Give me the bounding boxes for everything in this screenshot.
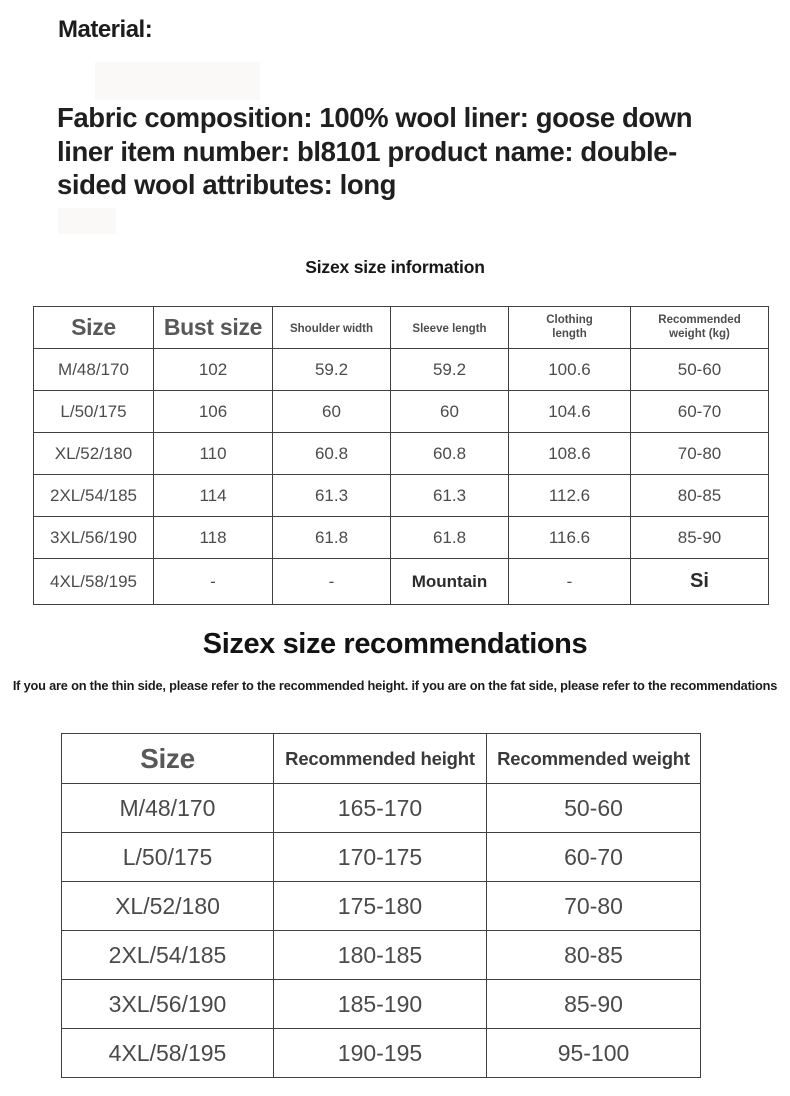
cell-text: 170-175 xyxy=(337,843,423,870)
column-header xyxy=(509,307,631,349)
table-row xyxy=(62,1029,701,1078)
cell-text: 104.6 xyxy=(548,401,591,421)
value-cell xyxy=(154,349,273,391)
cell-text: 110 xyxy=(199,443,227,463)
column-header-label: Recommended weight xyxy=(497,747,690,769)
table-row xyxy=(62,980,701,1029)
cell-text: 114 xyxy=(199,485,227,505)
recommendations-table xyxy=(61,733,701,1078)
cell-text: XL/52/180 xyxy=(54,443,133,463)
value-cell xyxy=(631,475,769,517)
value-cell xyxy=(391,517,509,559)
cell-text: Mountain xyxy=(411,571,488,591)
cell-text: - xyxy=(566,571,573,591)
cell-text: 3XL/56/190 xyxy=(108,990,227,1017)
header-row xyxy=(62,734,701,784)
value-cell xyxy=(391,433,509,475)
value-cell xyxy=(273,559,391,605)
value-cell xyxy=(274,833,487,882)
value-cell xyxy=(154,391,273,433)
table-row xyxy=(34,559,769,605)
cell-text: 190-195 xyxy=(337,1039,423,1066)
cell-text: L/50/175 xyxy=(122,843,213,870)
cell-text: 165-170 xyxy=(337,794,423,821)
table-row xyxy=(62,784,701,833)
value-cell xyxy=(487,1029,701,1078)
cell-text: 85-90 xyxy=(677,527,722,547)
column-header xyxy=(154,307,273,349)
value-cell xyxy=(487,980,701,1029)
cell-text: 85-90 xyxy=(564,990,623,1017)
faded-artifact-box xyxy=(95,62,260,100)
cell-text: 60.8 xyxy=(314,443,349,463)
size-info-table xyxy=(33,306,769,605)
table-row xyxy=(34,349,769,391)
cell-text: M/48/170 xyxy=(119,794,216,821)
column-header-label: Bust size xyxy=(163,314,263,340)
column-header xyxy=(487,734,701,784)
size-cell xyxy=(62,784,274,833)
cell-text: 59.2 xyxy=(314,359,349,379)
column-header-label: Size xyxy=(140,742,195,774)
header-row xyxy=(34,307,769,349)
column-header-label: Recommended height xyxy=(285,747,475,769)
value-cell xyxy=(509,391,631,433)
cell-text: 60 xyxy=(322,401,341,421)
column-header-label: Clothing length xyxy=(546,313,593,341)
value-cell xyxy=(631,349,769,391)
value-cell xyxy=(274,882,487,931)
size-cell xyxy=(34,349,154,391)
size-cell xyxy=(34,559,154,605)
value-cell xyxy=(509,349,631,391)
value-cell xyxy=(631,517,769,559)
cell-text: 102 xyxy=(198,359,228,379)
cell-text: 50-60 xyxy=(564,794,623,821)
cell-text: 60.8 xyxy=(432,443,467,463)
cell-text: L/50/175 xyxy=(60,401,127,421)
recommendations-title: Sizex size recommendations xyxy=(202,628,588,660)
product-description: Fabric composition: 100% wool liner: goose down liner item number: bl8101 product name: double-sided wool attributes: long xyxy=(57,102,693,200)
cell-text: 61.3 xyxy=(314,485,349,505)
cell-text: 106 xyxy=(198,401,228,421)
column-header-label: Sleeve length xyxy=(412,322,487,335)
table-row xyxy=(62,931,701,980)
size-cell xyxy=(34,517,154,559)
cell-text: 175-180 xyxy=(337,892,423,919)
cell-text: - xyxy=(328,571,335,591)
cell-text: 116.6 xyxy=(548,527,591,547)
cell-text: 70-80 xyxy=(564,892,623,919)
column-header xyxy=(34,307,154,349)
value-cell xyxy=(391,475,509,517)
table-row xyxy=(34,517,769,559)
value-cell xyxy=(274,931,487,980)
value-cell xyxy=(509,559,631,605)
table-row xyxy=(62,833,701,882)
cell-text: - xyxy=(210,571,216,591)
cell-text: 60 xyxy=(440,401,459,421)
cell-text: 59.2 xyxy=(432,359,467,379)
value-cell xyxy=(273,517,391,559)
faded-artifact-box xyxy=(58,208,116,234)
cell-text: 60-70 xyxy=(564,843,623,870)
cell-text: 60-70 xyxy=(677,401,722,421)
cell-text: 95-100 xyxy=(557,1039,630,1066)
value-cell xyxy=(154,517,273,559)
value-cell xyxy=(154,559,273,605)
column-header-label: Shoulder width xyxy=(289,322,374,335)
cell-text: 108.6 xyxy=(548,443,591,463)
cell-text: Si xyxy=(690,570,709,592)
column-header-label: Recommended weight (kg) xyxy=(658,313,741,341)
value-cell xyxy=(273,349,391,391)
cell-text: 80-85 xyxy=(677,485,722,505)
table-row xyxy=(34,433,769,475)
cell-text: 4XL/58/195 xyxy=(108,1039,227,1066)
cell-text: 61.8 xyxy=(432,527,467,547)
value-cell xyxy=(154,433,273,475)
cell-text: 80-85 xyxy=(564,941,623,968)
value-cell xyxy=(391,349,509,391)
value-cell xyxy=(391,559,509,605)
value-cell xyxy=(487,931,701,980)
value-cell xyxy=(487,882,701,931)
size-cell xyxy=(62,931,274,980)
size-cell xyxy=(34,433,154,475)
size-cell xyxy=(62,882,274,931)
cell-text: M/48/170 xyxy=(58,359,129,379)
cell-text: 2XL/54/185 xyxy=(108,941,227,968)
cell-text: 3XL/56/190 xyxy=(50,527,137,547)
cell-text: 118 xyxy=(199,527,227,547)
column-header xyxy=(274,734,487,784)
size-info-title: Sizex size information xyxy=(305,257,485,277)
size-cell xyxy=(62,833,274,882)
recommendations-subtitle: If you are on the thin side, please refer to the recommended height. if you are on the fat side, please refer to the recommendations xyxy=(12,678,778,693)
value-cell xyxy=(631,433,769,475)
column-header xyxy=(273,307,391,349)
value-cell xyxy=(274,980,487,1029)
value-cell xyxy=(487,784,701,833)
value-cell xyxy=(273,475,391,517)
cell-text: 4XL/58/195 xyxy=(50,571,137,591)
cell-text: 61.3 xyxy=(432,485,467,505)
size-cell xyxy=(62,1029,274,1078)
table-row xyxy=(62,882,701,931)
table-row xyxy=(34,391,769,433)
column-header xyxy=(631,307,769,349)
value-cell xyxy=(509,433,631,475)
value-cell xyxy=(391,391,509,433)
value-cell xyxy=(154,475,273,517)
table-row xyxy=(34,475,769,517)
value-cell xyxy=(274,784,487,833)
column-header xyxy=(391,307,509,349)
size-cell xyxy=(34,475,154,517)
cell-text: 70-80 xyxy=(677,443,722,463)
value-cell xyxy=(273,391,391,433)
cell-text: 180-185 xyxy=(337,941,423,968)
cell-text: 2XL/54/185 xyxy=(50,485,137,505)
size-cell xyxy=(34,391,154,433)
cell-text: 185-190 xyxy=(337,990,423,1017)
cell-text: XL/52/180 xyxy=(115,892,220,919)
material-label: Material: xyxy=(58,16,153,43)
value-cell xyxy=(273,433,391,475)
cell-text: 50-60 xyxy=(677,359,722,379)
value-cell xyxy=(274,1029,487,1078)
column-header-label: Size xyxy=(71,314,116,340)
cell-text: 100.6 xyxy=(548,359,591,379)
cell-text: 112.6 xyxy=(548,485,591,505)
size-cell xyxy=(62,980,274,1029)
cell-text: 61.8 xyxy=(314,527,349,547)
value-cell xyxy=(487,833,701,882)
value-cell xyxy=(631,391,769,433)
value-cell xyxy=(631,559,769,605)
value-cell xyxy=(509,517,631,559)
column-header xyxy=(62,734,274,784)
value-cell xyxy=(509,475,631,517)
